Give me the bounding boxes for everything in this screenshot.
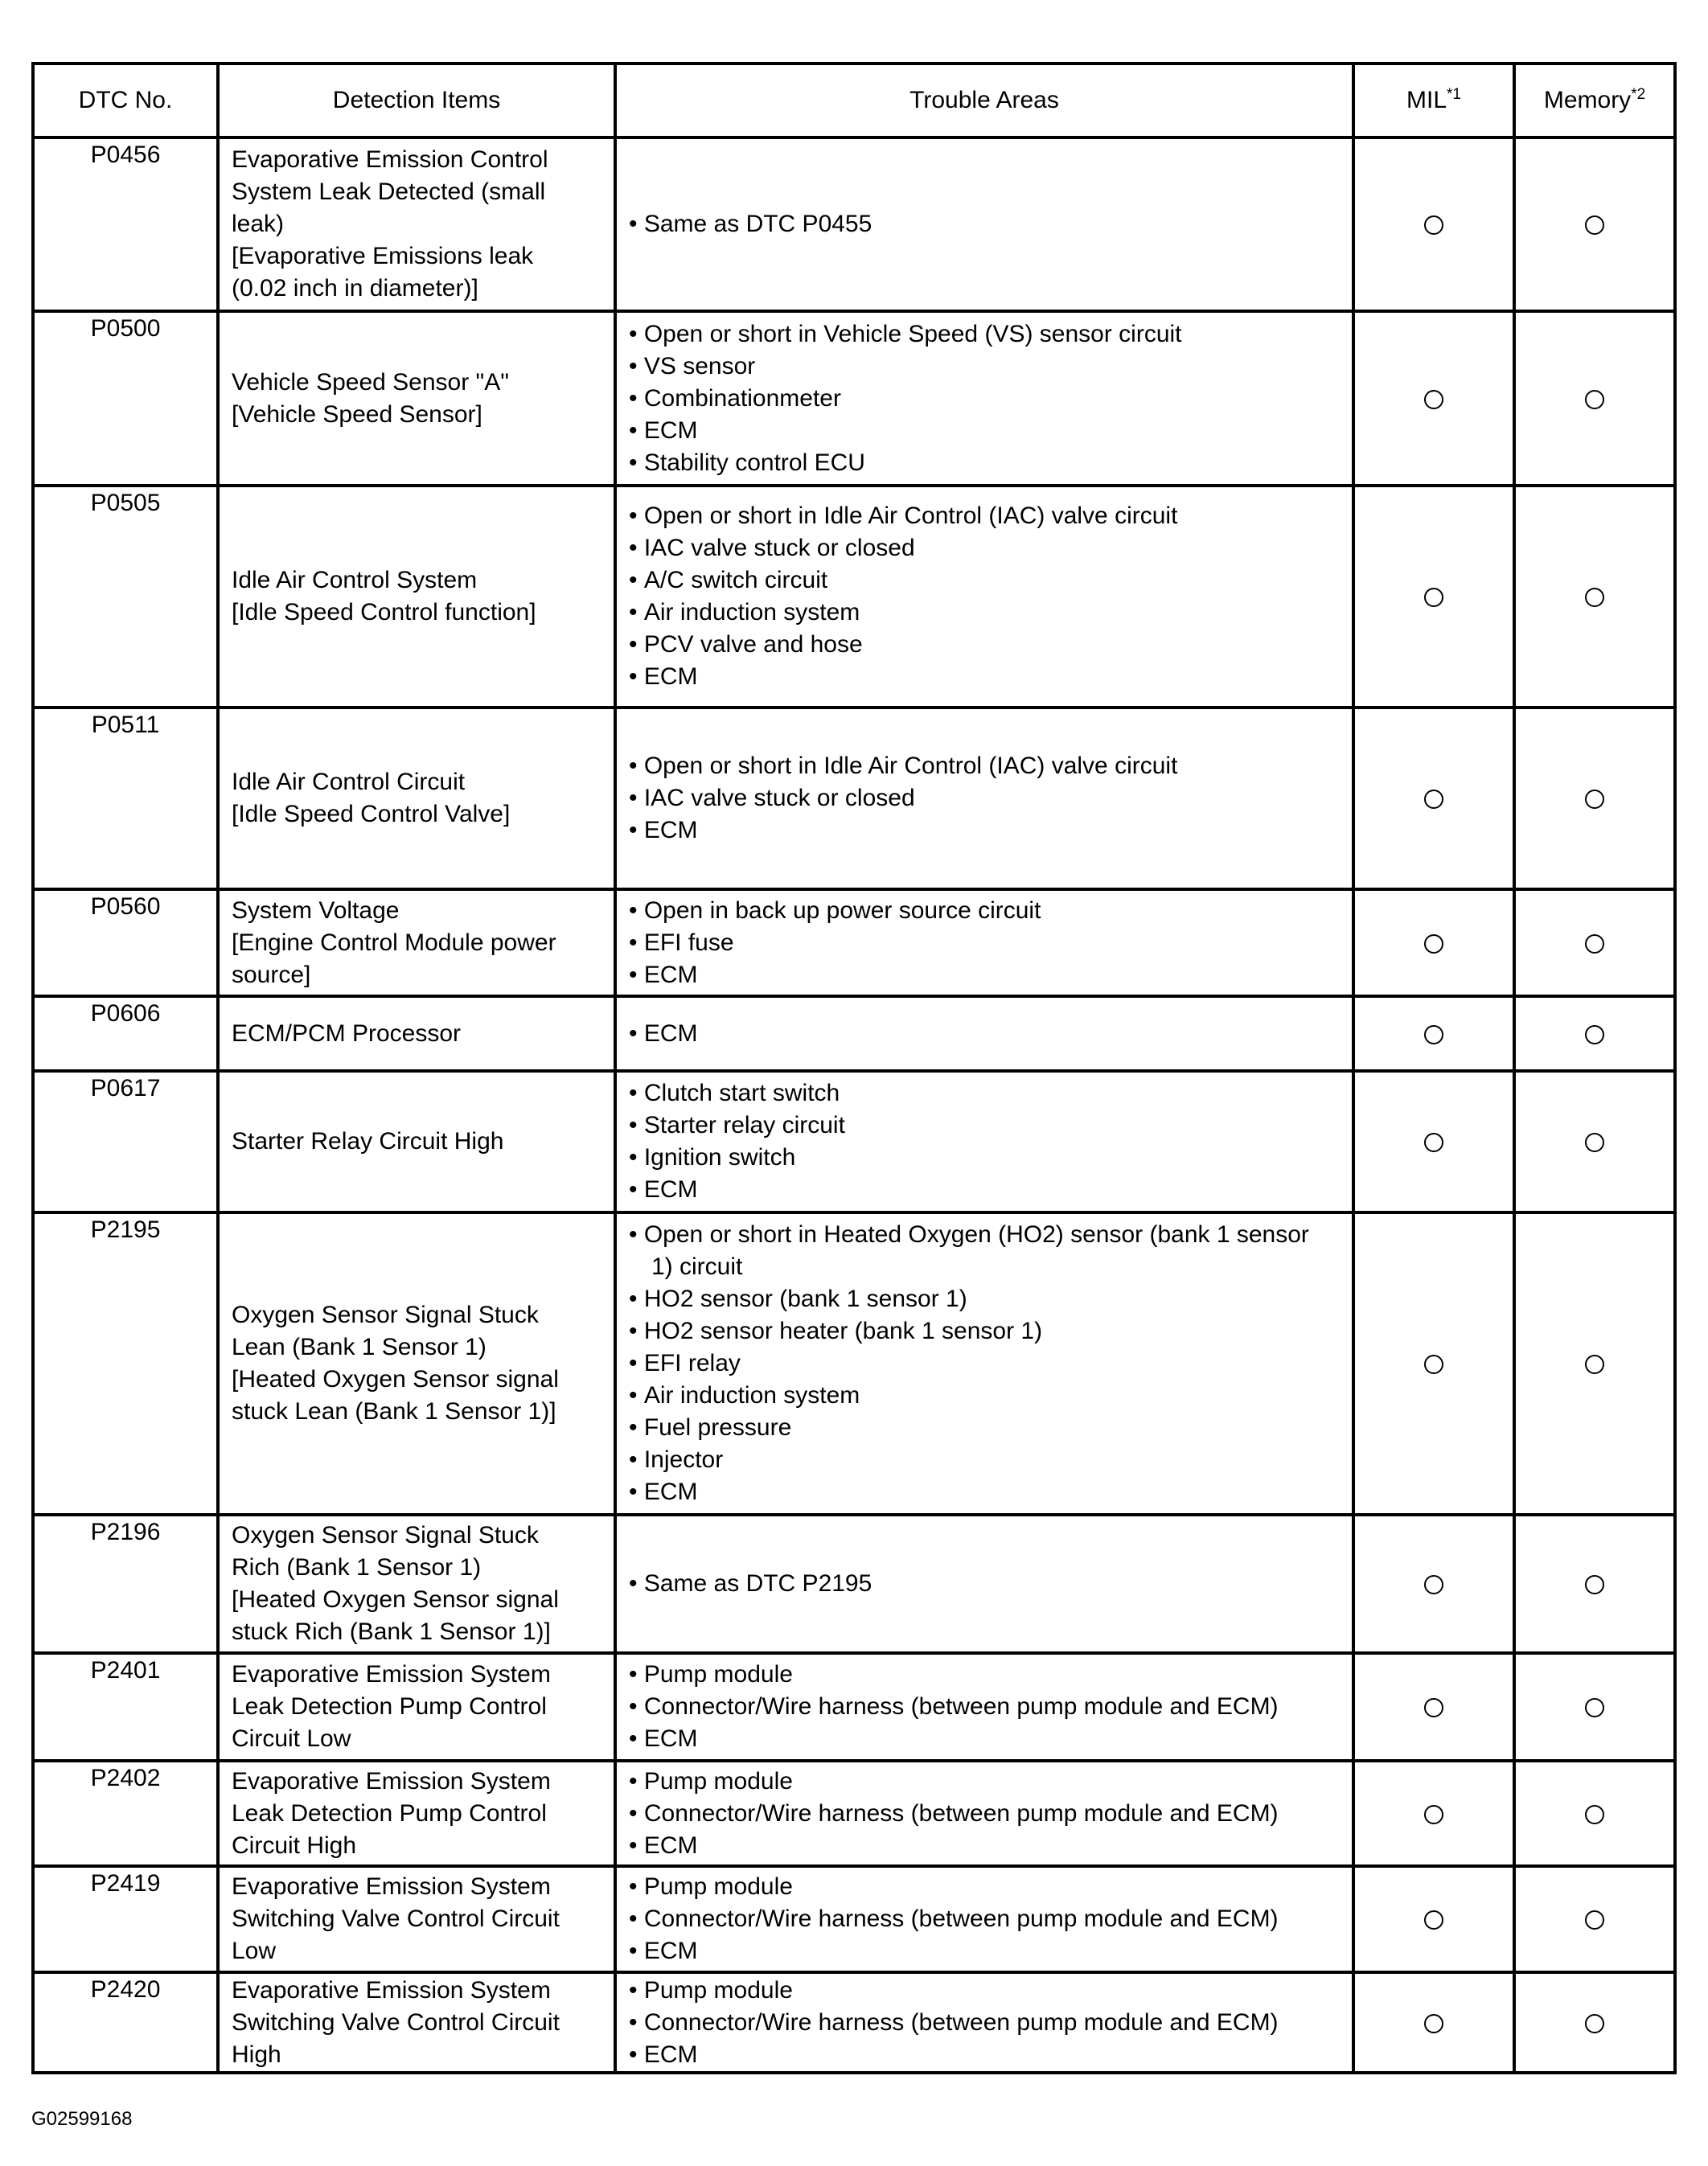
dtc-code: P2402 <box>33 1761 218 1866</box>
table-row <box>33 1212 1675 1515</box>
mil-cell <box>1353 996 1514 1071</box>
detection-line: Switching Valve Control Circuit <box>232 2008 560 2036</box>
table-row <box>33 137 1675 311</box>
table-row <box>33 1972 1675 2073</box>
trouble-area-item: 1) circuit <box>651 1253 743 1280</box>
trouble-area-item: • EFI fuse <box>629 927 1340 959</box>
trouble-area-item: • VS sensor <box>629 351 1340 383</box>
header-mil-label: MIL <box>1406 87 1447 113</box>
memory-cell <box>1514 1972 1675 2073</box>
trouble-areas <box>615 1515 1353 1653</box>
trouble-area-item: • ECM <box>629 959 1340 991</box>
trouble-areas <box>615 137 1353 311</box>
mil-cell <box>1353 1071 1514 1212</box>
trouble-area-item: • ECM <box>629 415 1340 447</box>
header-memory-label: Memory <box>1543 87 1632 113</box>
table-body <box>33 137 1675 2073</box>
trouble-areas <box>615 1653 1353 1761</box>
header-memory-footnote: *2 <box>1631 86 1646 103</box>
mil-circle-icon <box>1424 934 1443 954</box>
detection-line: Evaporative Emission System <box>232 1873 551 1900</box>
memory-cell <box>1514 1515 1675 1653</box>
detection-item <box>218 1972 615 2073</box>
detection-item <box>218 311 615 486</box>
memory-cell <box>1514 889 1675 996</box>
mil-circle-icon <box>1424 215 1443 235</box>
detection-line: stuck Lean (Bank 1 Sensor 1)] <box>232 1398 556 1425</box>
detection-item <box>218 996 615 1071</box>
mil-cell <box>1353 1653 1514 1761</box>
dtc-code: P0500 <box>33 311 218 486</box>
trouble-area-item: • Open or short in Heated Oxygen (HO2) sensor (bank 1 sensor <box>629 1219 1340 1251</box>
trouble-areas <box>615 1866 1353 1972</box>
dtc-code: P2420 <box>33 1972 218 2073</box>
figure-id: G02599168 <box>31 2108 133 2130</box>
detection-line: Oxygen Sensor Signal Stuck <box>232 1522 539 1549</box>
mil-circle-icon <box>1424 1575 1443 1594</box>
detection-line: [Engine Control Module power <box>232 929 556 956</box>
detection-line: Circuit Low <box>232 1725 351 1752</box>
mil-circle-icon <box>1424 1025 1443 1044</box>
trouble-area-item: • Connector/Wire harness (between pump module and ECM) <box>629 1798 1340 1830</box>
dtc-code: P0560 <box>33 889 218 996</box>
table-row <box>33 311 1675 486</box>
trouble-area-item: • IAC valve stuck or closed <box>629 532 1340 564</box>
memory-circle-icon <box>1585 588 1604 607</box>
mil-circle-icon <box>1424 1133 1443 1152</box>
mil-cell <box>1353 311 1514 486</box>
memory-circle-icon <box>1585 215 1604 235</box>
detection-item <box>218 486 615 708</box>
dtc-code: P2401 <box>33 1653 218 1761</box>
detection-line: Circuit High <box>232 1832 357 1859</box>
memory-cell <box>1514 1653 1675 1761</box>
dtc-code: P0511 <box>33 708 218 889</box>
trouble-area-item: • Connector/Wire harness (between pump module and ECM) <box>629 1903 1340 1935</box>
table-row <box>33 1761 1675 1866</box>
trouble-area-item: • ECM <box>629 1018 1340 1050</box>
detection-line: [Idle Speed Control function] <box>232 599 536 626</box>
trouble-area-item: • Starter relay circuit <box>629 1110 1340 1142</box>
dtc-code: P0617 <box>33 1071 218 1212</box>
detection-line: Idle Air Control System <box>232 567 478 593</box>
memory-cell <box>1514 1212 1675 1515</box>
table-row <box>33 1653 1675 1761</box>
trouble-area-item: • ECM <box>629 1830 1340 1862</box>
detection-line: ECM/PCM Processor <box>232 1019 462 1047</box>
detection-item <box>218 1515 615 1653</box>
detection-line: Evaporative Emission System <box>232 1976 551 2004</box>
trouble-areas <box>615 311 1353 486</box>
detection-line: Idle Air Control Circuit <box>232 769 466 795</box>
trouble-area-item: • Same as DTC P0455 <box>629 208 1340 240</box>
mil-circle-icon <box>1424 2014 1443 2033</box>
dtc-code: P2196 <box>33 1515 218 1653</box>
detection-item <box>218 889 615 996</box>
trouble-area-item: • A/C switch circuit <box>629 564 1340 597</box>
memory-circle-icon <box>1585 1805 1604 1824</box>
detection-line: Leak Detection Pump Control <box>232 1799 547 1827</box>
trouble-area-item: • Open or short in Idle Air Control (IAC) valve circuit <box>629 750 1340 782</box>
trouble-area-item: • Pump module <box>629 1766 1340 1798</box>
trouble-area-item: • Same as DTC P2195 <box>629 1568 1340 1600</box>
trouble-areas <box>615 996 1353 1071</box>
detection-item <box>218 708 615 889</box>
detection-item <box>218 1653 615 1761</box>
detection-line: [Evaporative Emissions leak <box>232 243 534 269</box>
trouble-area-item: • Air induction system <box>629 1380 1340 1412</box>
mil-circle-icon <box>1424 1698 1443 1717</box>
trouble-area-item: • Air induction system <box>629 597 1340 629</box>
memory-circle-icon <box>1585 790 1604 809</box>
header-mil <box>1353 64 1514 137</box>
mil-circle-icon <box>1424 588 1443 607</box>
memory-cell <box>1514 1761 1675 1866</box>
trouble-area-item: • ECM <box>629 1476 1340 1508</box>
memory-circle-icon <box>1585 934 1604 954</box>
dtc-code: P2195 <box>33 1212 218 1515</box>
detection-line: Leak Detection Pump Control <box>232 1693 547 1720</box>
dtc-code: P0606 <box>33 996 218 1071</box>
trouble-area-item: • Pump module <box>629 1659 1340 1691</box>
trouble-area-item: • EFI relay <box>629 1348 1340 1380</box>
trouble-area-item: • IAC valve stuck or closed <box>629 782 1340 814</box>
mil-cell <box>1353 137 1514 311</box>
header-detection-items: Detection Items <box>218 64 615 137</box>
header-memory <box>1514 64 1675 137</box>
mil-cell <box>1353 708 1514 889</box>
detection-line: [Heated Oxygen Sensor signal <box>232 1366 559 1393</box>
trouble-area-item: • Connector/Wire harness (between pump module and ECM) <box>629 2007 1340 2039</box>
trouble-areas <box>615 486 1353 708</box>
detection-line: Evaporative Emission System <box>232 1767 551 1795</box>
header-mil-footnote: *1 <box>1447 86 1461 103</box>
trouble-area-item: • PCV valve and hose <box>629 629 1340 661</box>
detection-item <box>218 1761 615 1866</box>
detection-line: Oxygen Sensor Signal Stuck <box>232 1302 539 1328</box>
mil-cell <box>1353 1761 1514 1866</box>
detection-line: (0.02 inch in diameter)] <box>232 275 478 302</box>
table-row <box>33 1515 1675 1653</box>
detection-line: leak) <box>232 211 285 237</box>
memory-cell <box>1514 486 1675 708</box>
trouble-areas <box>615 1212 1353 1515</box>
table-row <box>33 1866 1675 1972</box>
detection-line: Evaporative Emission Control <box>232 146 548 173</box>
trouble-area-item: • Combinationmeter <box>629 383 1340 415</box>
detection-line: Starter Relay Circuit High <box>232 1128 504 1155</box>
header-row <box>33 64 1675 137</box>
mil-cell <box>1353 1972 1514 2073</box>
trouble-area-item: • Pump module <box>629 1975 1340 2007</box>
memory-circle-icon <box>1585 2014 1604 2033</box>
trouble-area-item: • ECM <box>629 1935 1340 1967</box>
trouble-area-item: • Open or short in Idle Air Control (IAC) valve circuit <box>629 500 1340 532</box>
trouble-area-item: • ECM <box>629 1174 1340 1206</box>
dtc-code: P0456 <box>33 137 218 311</box>
mil-cell <box>1353 1866 1514 1972</box>
trouble-area-item: • Open or short in Vehicle Speed (VS) sensor circuit <box>629 318 1340 351</box>
trouble-area-item: • Open in back up power source circuit <box>629 895 1340 927</box>
table-row <box>33 889 1675 996</box>
trouble-area-item: • Stability control ECU <box>629 447 1340 479</box>
detection-line: source] <box>232 961 311 988</box>
mil-cell <box>1353 889 1514 996</box>
memory-circle-icon <box>1585 1910 1604 1930</box>
memory-cell <box>1514 137 1675 311</box>
trouble-area-item: • HO2 sensor heater (bank 1 sensor 1) <box>629 1315 1340 1348</box>
memory-cell <box>1514 1866 1675 1972</box>
detection-line: Lean (Bank 1 Sensor 1) <box>232 1334 487 1360</box>
detection-line: System Leak Detected (small <box>232 178 546 205</box>
header-dtc-no: DTC No. <box>33 64 218 137</box>
trouble-area-item: • ECM <box>629 1723 1340 1755</box>
mil-cell <box>1353 486 1514 708</box>
dtc-code: P0505 <box>33 486 218 708</box>
detection-line: System Voltage <box>232 896 400 924</box>
trouble-area-item: • Clutch start switch <box>629 1077 1340 1110</box>
table-row <box>33 708 1675 889</box>
detection-item <box>218 1212 615 1515</box>
trouble-area-item: • ECM <box>629 2039 1340 2071</box>
trouble-area-item: • ECM <box>629 814 1340 847</box>
memory-circle-icon <box>1585 1575 1604 1594</box>
detection-item <box>218 137 615 311</box>
mil-circle-icon <box>1424 390 1443 409</box>
trouble-area-item: • Fuel pressure <box>629 1412 1340 1444</box>
detection-line: Low <box>232 1938 277 1964</box>
memory-circle-icon <box>1585 390 1604 409</box>
trouble-area-item: • Pump module <box>629 1871 1340 1903</box>
header-trouble-areas: Trouble Areas <box>615 64 1353 137</box>
trouble-areas <box>615 1972 1353 2073</box>
mil-circle-icon <box>1424 1355 1443 1374</box>
dtc-table <box>31 62 1677 2074</box>
trouble-areas <box>615 1761 1353 1866</box>
table-row <box>33 486 1675 708</box>
detection-line: Evaporative Emission System <box>232 1661 551 1688</box>
mil-circle-icon <box>1424 1805 1443 1824</box>
memory-circle-icon <box>1585 1355 1604 1374</box>
trouble-area-item: • ECM <box>629 661 1340 693</box>
detection-line: [Vehicle Speed Sensor] <box>232 400 482 428</box>
trouble-areas <box>615 889 1353 996</box>
trouble-areas <box>615 1071 1353 1212</box>
memory-circle-icon <box>1585 1698 1604 1717</box>
memory-cell <box>1514 996 1675 1071</box>
detection-line: High <box>232 2041 281 2068</box>
mil-cell <box>1353 1515 1514 1653</box>
detection-item <box>218 1071 615 1212</box>
table-row <box>33 996 1675 1071</box>
mil-circle-icon <box>1424 1910 1443 1930</box>
detection-line: [Idle Speed Control Valve] <box>232 801 511 827</box>
trouble-area-item: • Connector/Wire harness (between pump module and ECM) <box>629 1691 1340 1723</box>
trouble-area-item: • HO2 sensor (bank 1 sensor 1) <box>629 1283 1340 1315</box>
mil-circle-icon <box>1424 790 1443 809</box>
dtc-code: P2419 <box>33 1866 218 1972</box>
memory-circle-icon <box>1585 1133 1604 1152</box>
mil-cell <box>1353 1212 1514 1515</box>
detection-line: Switching Valve Control Circuit <box>232 1906 560 1932</box>
memory-cell <box>1514 1071 1675 1212</box>
detection-line: stuck Rich (Bank 1 Sensor 1)] <box>232 1618 551 1645</box>
detection-line: Vehicle Speed Sensor "A" <box>232 368 509 396</box>
table-row <box>33 1071 1675 1212</box>
detection-line: [Heated Oxygen Sensor signal <box>232 1586 559 1613</box>
detection-item <box>218 1866 615 1972</box>
trouble-areas <box>615 708 1353 889</box>
memory-cell <box>1514 311 1675 486</box>
memory-cell <box>1514 708 1675 889</box>
memory-circle-icon <box>1585 1025 1604 1044</box>
trouble-area-item: • Ignition switch <box>629 1142 1340 1174</box>
trouble-area-item: • Injector <box>629 1444 1340 1476</box>
detection-line: Rich (Bank 1 Sensor 1) <box>232 1554 482 1581</box>
